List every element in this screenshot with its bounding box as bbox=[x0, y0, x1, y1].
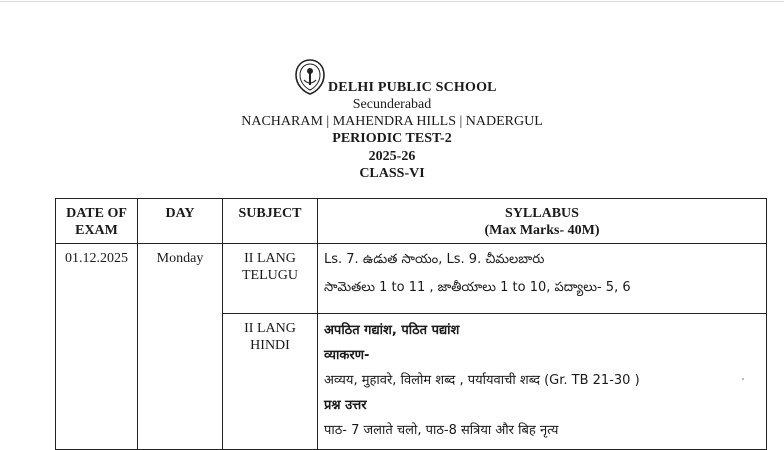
syllabus-column-header bbox=[318, 199, 767, 244]
subject-hindi: II LANG HINDI bbox=[223, 314, 318, 450]
syllabus-line: अव्यय, मुहावरे, विलोम शब्द , पर्यायवाची शब्द (Gr. TB 21-30 ) bbox=[324, 373, 640, 388]
city-line: Secunderabad bbox=[352, 97, 432, 112]
syllabus-line: సామెతలు 1 to 11 , జాతీయాలు 1 to 10, పద్యాలు- 5, 6 bbox=[324, 280, 631, 295]
syllabus-line: अपठित गद्यांश, पठित पद्यांश bbox=[324, 323, 460, 338]
subject-column-header: SUBJECT bbox=[223, 199, 318, 244]
test-title: PERIODIC TEST-2 bbox=[332, 131, 452, 146]
table-header-row bbox=[56, 199, 767, 244]
syllabus-line: पाठ- 7 जलाते चलो, पाठ-8 सत्रिया और बिह नृत्य bbox=[324, 423, 559, 438]
class-label: CLASS-VI bbox=[359, 166, 425, 181]
school-row bbox=[0, 58, 784, 98]
exam-date: 01.12.2025 bbox=[56, 244, 138, 450]
page-top-edge bbox=[0, 1, 784, 2]
max-marks-label: (Max Marks- 40M) bbox=[484, 223, 600, 238]
branches-line: NACHARAM | MAHENDRA HILLS | NADERGUL bbox=[241, 114, 543, 129]
syllabus-telugu bbox=[318, 244, 767, 314]
syllabus-line: Ls. 7. ఉడుత సాయం, Ls. 9. చీమలబారు bbox=[324, 252, 545, 267]
subject-telugu: II LANG TELUGU bbox=[223, 244, 318, 314]
day-column-header: DAY bbox=[138, 199, 223, 244]
school-name: DELHI PUBLIC SCHOOL bbox=[328, 80, 497, 95]
syllabus-header-label: SYLLABUS bbox=[505, 206, 579, 221]
table-row bbox=[56, 244, 767, 314]
exam-schedule-table bbox=[55, 198, 767, 450]
school-logo-icon bbox=[294, 58, 326, 96]
syllabus-line: प्रश्न उत्तर bbox=[324, 398, 367, 413]
date-column-header: DATE OF EXAM bbox=[56, 199, 138, 244]
scan-speck bbox=[742, 378, 744, 380]
syllabus-hindi bbox=[318, 314, 767, 450]
exam-day: Monday bbox=[138, 244, 223, 450]
academic-year: 2025-26 bbox=[368, 149, 416, 164]
syllabus-line: व्याकरण- bbox=[324, 348, 370, 363]
